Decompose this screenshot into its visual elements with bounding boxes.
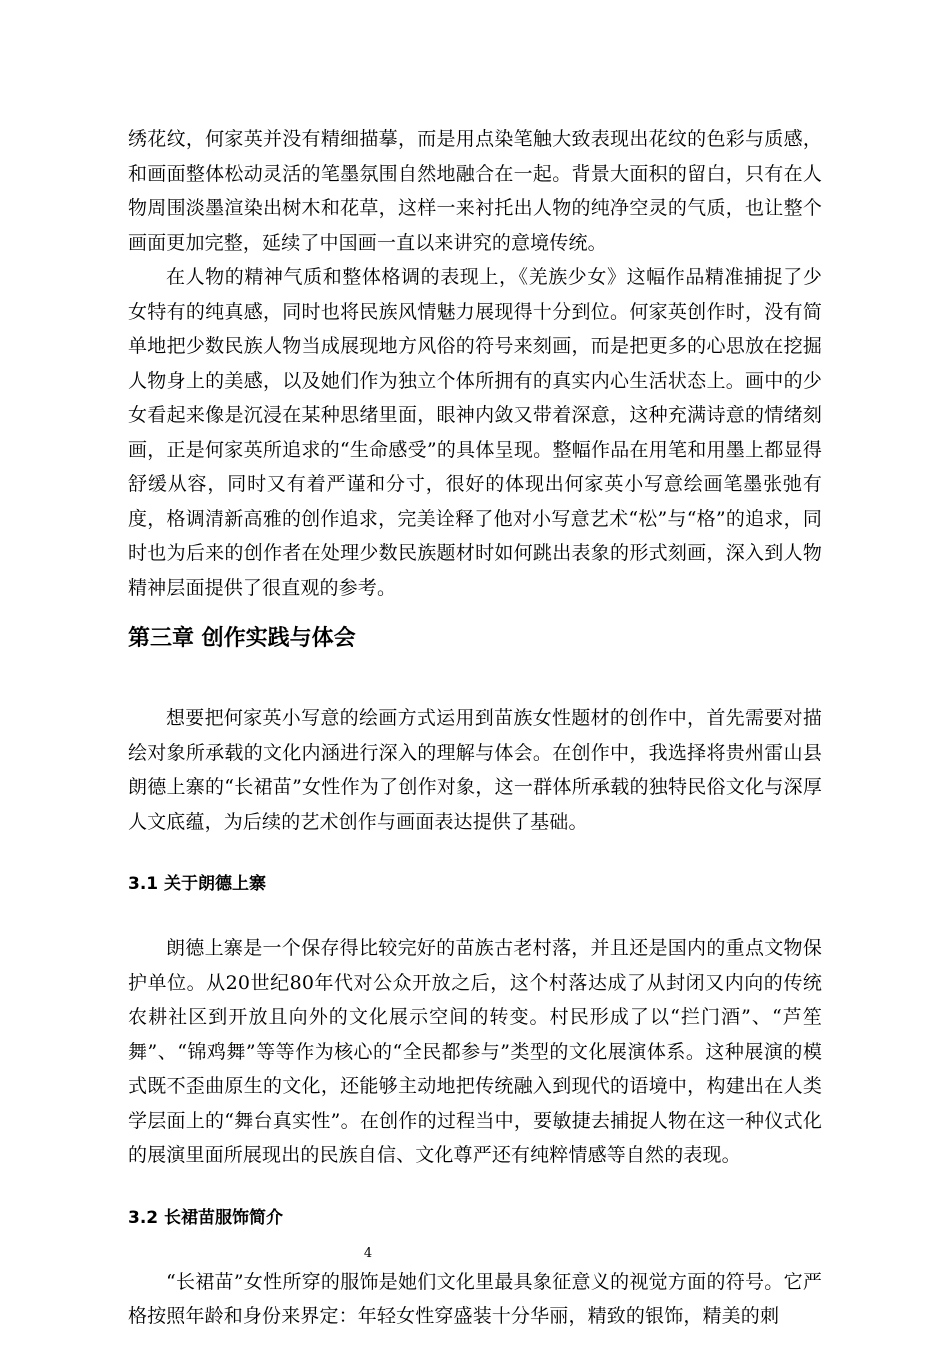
page-number: 4	[363, 1246, 373, 1261]
section-title-3-2: 3.2 长裙苗服饰简介	[128, 1207, 284, 1228]
spacer	[128, 1173, 822, 1203]
spacer	[128, 659, 822, 701]
paragraph-costume-intro: “长裙苗”女性所穿的服饰是她们文化里最具象征意义的视觉方面的符号。它严格按照年龄和身份来界定：年轻女性穿盛装十分华丽，精致的银饰，精美的刺	[128, 1270, 822, 1327]
paragraph-qiang-girl-analysis: 在人物的精神气质和整体格调的表现上，《羌族少女》这幅作品精准捕捉了少女特有的纯真感，同时也将民族风情魅力展现得十分到位。何家英创作时，没有简单地把少数民族人物当成展现地方风俗的符号来刻画，而是把更多的心思放在挖掘人物身上的美感，以及她们作为独立个体所拥有的真实内心生活状态上。画中的少女看起来像是沉浸在某种思绪里面，眼神内敛又带着深意，这种充满诗意的情绪刻画，正是何家英所追求的“生命感受”的具体呈现。整幅作品在用笔和用墨上都显得舒缓从容，同时又有着严谨和分寸，很好的体现出何家英小写意绘画笔墨张弛有度，格调清新高雅的创作追求，完美诠释了他对小写意艺术“松”与“格”的追求，同时也为后来的创作者在处理少数民族题材时如何跳出表象的形式刻画，深入到人物精神层面提供了很直观的参考。	[128, 266, 822, 599]
spacer	[128, 899, 822, 931]
paragraph-continued: 绣花纹，何家英并没有精细描摹，而是用点染笔触大致表现出花纹的色彩与质感，和画面整体松动灵活的笔墨氛围自然地融合在一起。背景大面积的留白，只有在人物周围淡墨渲染出树木和花草，这样一来衬托出人物的纯净空灵的气质，也让整个画面更加完整，延续了中国画一直以来讲究的意境传统。	[128, 128, 822, 254]
paragraph-langde-village: 朗德上寨是一个保存得比较完好的苗族古老村落，并且还是国内的重点文物保护单位。从20世纪80年代对公众开放之后，这个村落达成了从封闭又内向的传统农耕社区到开放且向外的文化展示空间的转变。村民形成了以“拦门酒”、“芦笙舞”、“锦鸡舞”等等作为核心的“全民都参与”类型的文化展演体系。这种展演的模式既不歪曲原生的文化，还能够主动地把传统融入到现代的语境中，构建出在人类学层面上的“舞台真实性”。在创作的过程当中，要敏捷去捕捉人物在这一种仪式化的展演里面所展现出的民族自信、文化尊严还有纯粹情感等自然的表现。	[128, 937, 822, 1166]
section-title-3-1: 3.1 关于朗德上寨	[128, 874, 267, 894]
chapter-title: 第三章 创作实践与体会	[128, 626, 356, 651]
page-content	[128, 122, 822, 1334]
spacer	[128, 839, 822, 869]
paragraph-chapter-intro: 想要把何家英小写意的绘画方式运用到苗族女性题材的创作中，首先需要对描绘对象所承载的文化内涵进行深入的理解与体会。在创作中，我选择将贵州雷山县朗德上寨的“长裙苗”女性作为了创作对象，这一群体所承载的独特民俗文化与深厚人文底蕴，为后续的艺术创作与画面表达提供了基础。	[128, 707, 822, 833]
